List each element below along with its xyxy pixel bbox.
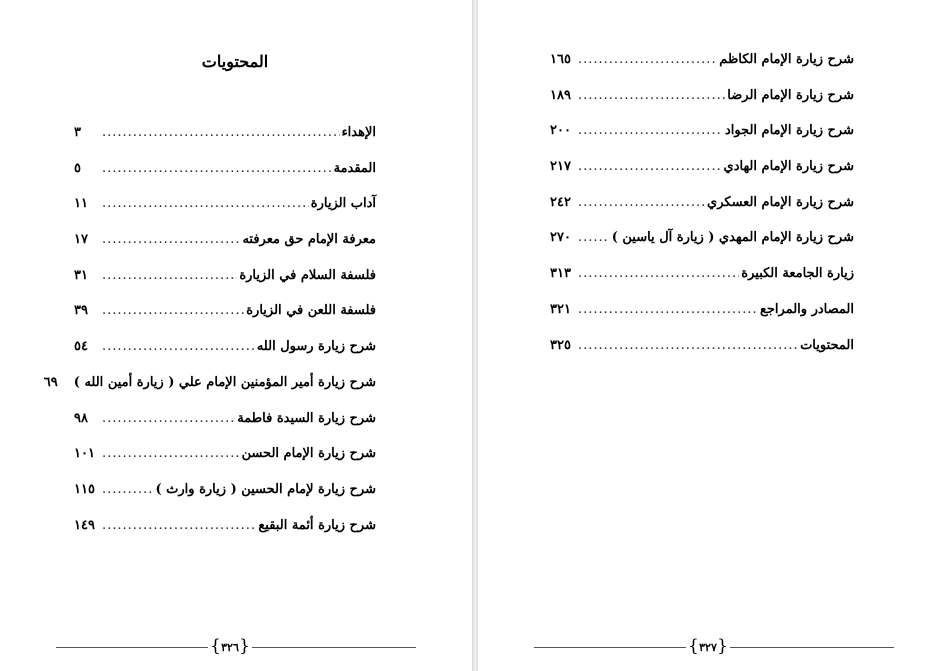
toc-entry [550, 81, 854, 117]
toc-entry-title: شرح زيارة الإمام الحسن [241, 446, 376, 462]
toc-entry-title: شرح زيارة الإمام الكاظم [719, 52, 854, 67]
toc-entry-title: شرح زيارة الإمام المهدي ( زيارة آل ياسين ) [611, 230, 854, 246]
toc-entry-page: ٥ [74, 160, 81, 176]
toc-entry-page: ٣١ [74, 267, 88, 283]
toc-entry-title: آداب الزيارة [310, 196, 376, 212]
footer-rule [56, 647, 208, 648]
toc-entry-title: فلسفة اللعن في الزيارة [246, 303, 376, 319]
toc-entry-page: ١٤٩ [74, 517, 95, 533]
toc-entry [74, 475, 376, 511]
dot-leader [578, 331, 798, 361]
dot-leader [102, 261, 237, 291]
toc-entry-page: ٣٢١ [550, 301, 571, 317]
toc-entry-page: ٣ [74, 125, 81, 140]
footer-rule [730, 647, 894, 648]
toc-entry [74, 154, 376, 190]
toc-entry-page: ٢٠٠ [550, 123, 571, 139]
dot-leader [102, 439, 240, 469]
toc-entry [550, 188, 854, 224]
toc-entry-page: ٢٧٠ [550, 230, 571, 246]
toc-entry [550, 259, 854, 295]
toc-entry [550, 331, 854, 367]
dot-leader [102, 225, 240, 255]
dot-leader [102, 189, 309, 219]
toc-entry-page: ١٧ [74, 232, 88, 248]
toc-entry [74, 261, 376, 297]
toc-entry [74, 296, 376, 332]
toc-entry [74, 332, 376, 368]
toc-entry [43, 368, 376, 404]
toc-entry-page: ٦٩ [43, 374, 58, 390]
toc-entry-title: شرح زيارة الإمام العسكري [707, 194, 854, 210]
toc-entry [74, 404, 376, 440]
toc-entry-page: ٣١٣ [550, 266, 571, 282]
dot-leader [102, 404, 235, 434]
toc-entry [74, 439, 376, 475]
toc-entry-page: ١٨٩ [550, 87, 571, 103]
contents-heading: المحتويات [201, 52, 269, 71]
toc-entry-page: ١١٥ [74, 481, 95, 497]
toc-entry-page: ٢٤٢ [550, 194, 571, 210]
dot-leader [102, 332, 255, 362]
toc-entry-title: شرح زيارة الإمام الرضا [727, 87, 854, 103]
toc-entry [550, 152, 854, 188]
toc-entry [74, 189, 376, 225]
toc-entry [550, 45, 854, 81]
toc-entry-title: معرفة الإمام حق معرفته [242, 232, 376, 248]
toc-entry-title: شرح زيارة رسول الله [256, 339, 376, 355]
toc-entry-page: ٣٩ [74, 303, 88, 319]
dot-leader [102, 154, 332, 184]
footer-rule [534, 647, 686, 648]
toc-entry-page: ٥٤ [74, 339, 88, 355]
toc-entry-title: زيارة الجامعة الكبيرة [741, 266, 854, 282]
toc-entry [74, 225, 376, 261]
toc-entry [74, 118, 376, 154]
right-page-footer [534, 638, 894, 658]
page-number: { ٣٢٦ } [212, 638, 248, 658]
dot-leader [578, 188, 705, 218]
left-toc-list [43, 118, 376, 546]
toc-entry-title: المقدمة [333, 160, 376, 176]
dot-leader [102, 296, 244, 326]
toc-entry-title: المحتويات [800, 337, 854, 353]
dot-leader [578, 152, 722, 182]
dot-leader [578, 259, 739, 289]
dot-leader [578, 81, 725, 111]
dot-leader [578, 295, 758, 325]
toc-entry-page: ٩٨ [74, 410, 88, 426]
toc-entry-title: شرح زيارة الإمام الهادي [723, 159, 854, 175]
left-page [0, 0, 472, 671]
dot-leader [578, 223, 610, 253]
toc-entry-page: ٣٢٥ [550, 337, 571, 353]
dot-leader [102, 118, 340, 148]
toc-entry-title: المصادر والمراجع [759, 301, 854, 317]
left-page-footer [56, 638, 416, 658]
toc-entry-page: ١٦٥ [550, 52, 571, 67]
toc-entry [550, 223, 854, 259]
toc-entry-page: ١١ [74, 196, 88, 212]
right-toc-list [550, 45, 854, 366]
toc-entry-title: فلسفة السلام في الزيارة [239, 267, 376, 283]
dot-leader [578, 45, 717, 75]
toc-entry-title: الإهداء [341, 125, 376, 140]
toc-entry-page: ١٠١ [74, 446, 95, 462]
toc-entry-title: شرح زيارة أمير المؤمنين الإمام علي ( زيارة أمين الله ) [73, 374, 376, 390]
dot-leader [578, 116, 723, 146]
right-page [478, 0, 950, 671]
footer-rule [252, 647, 416, 648]
toc-entry [550, 116, 854, 152]
toc-entry-title: شرح زيارة السيدة فاطمة [237, 410, 376, 426]
toc-entry-title: شرح زيارة لإمام الحسين ( زيارة وارث ) [155, 481, 376, 497]
page-number: { ٣٢٧ } [690, 638, 726, 658]
toc-entry-title: شرح زيارة أئمة البقيع [258, 517, 376, 533]
toc-entry [550, 295, 854, 331]
toc-entry-title: شرح زيارة الإمام الجواد [724, 123, 854, 139]
dot-leader [102, 511, 256, 541]
toc-entry-page: ٢١٧ [550, 159, 571, 175]
toc-entry [74, 511, 376, 547]
dot-leader [102, 475, 153, 505]
